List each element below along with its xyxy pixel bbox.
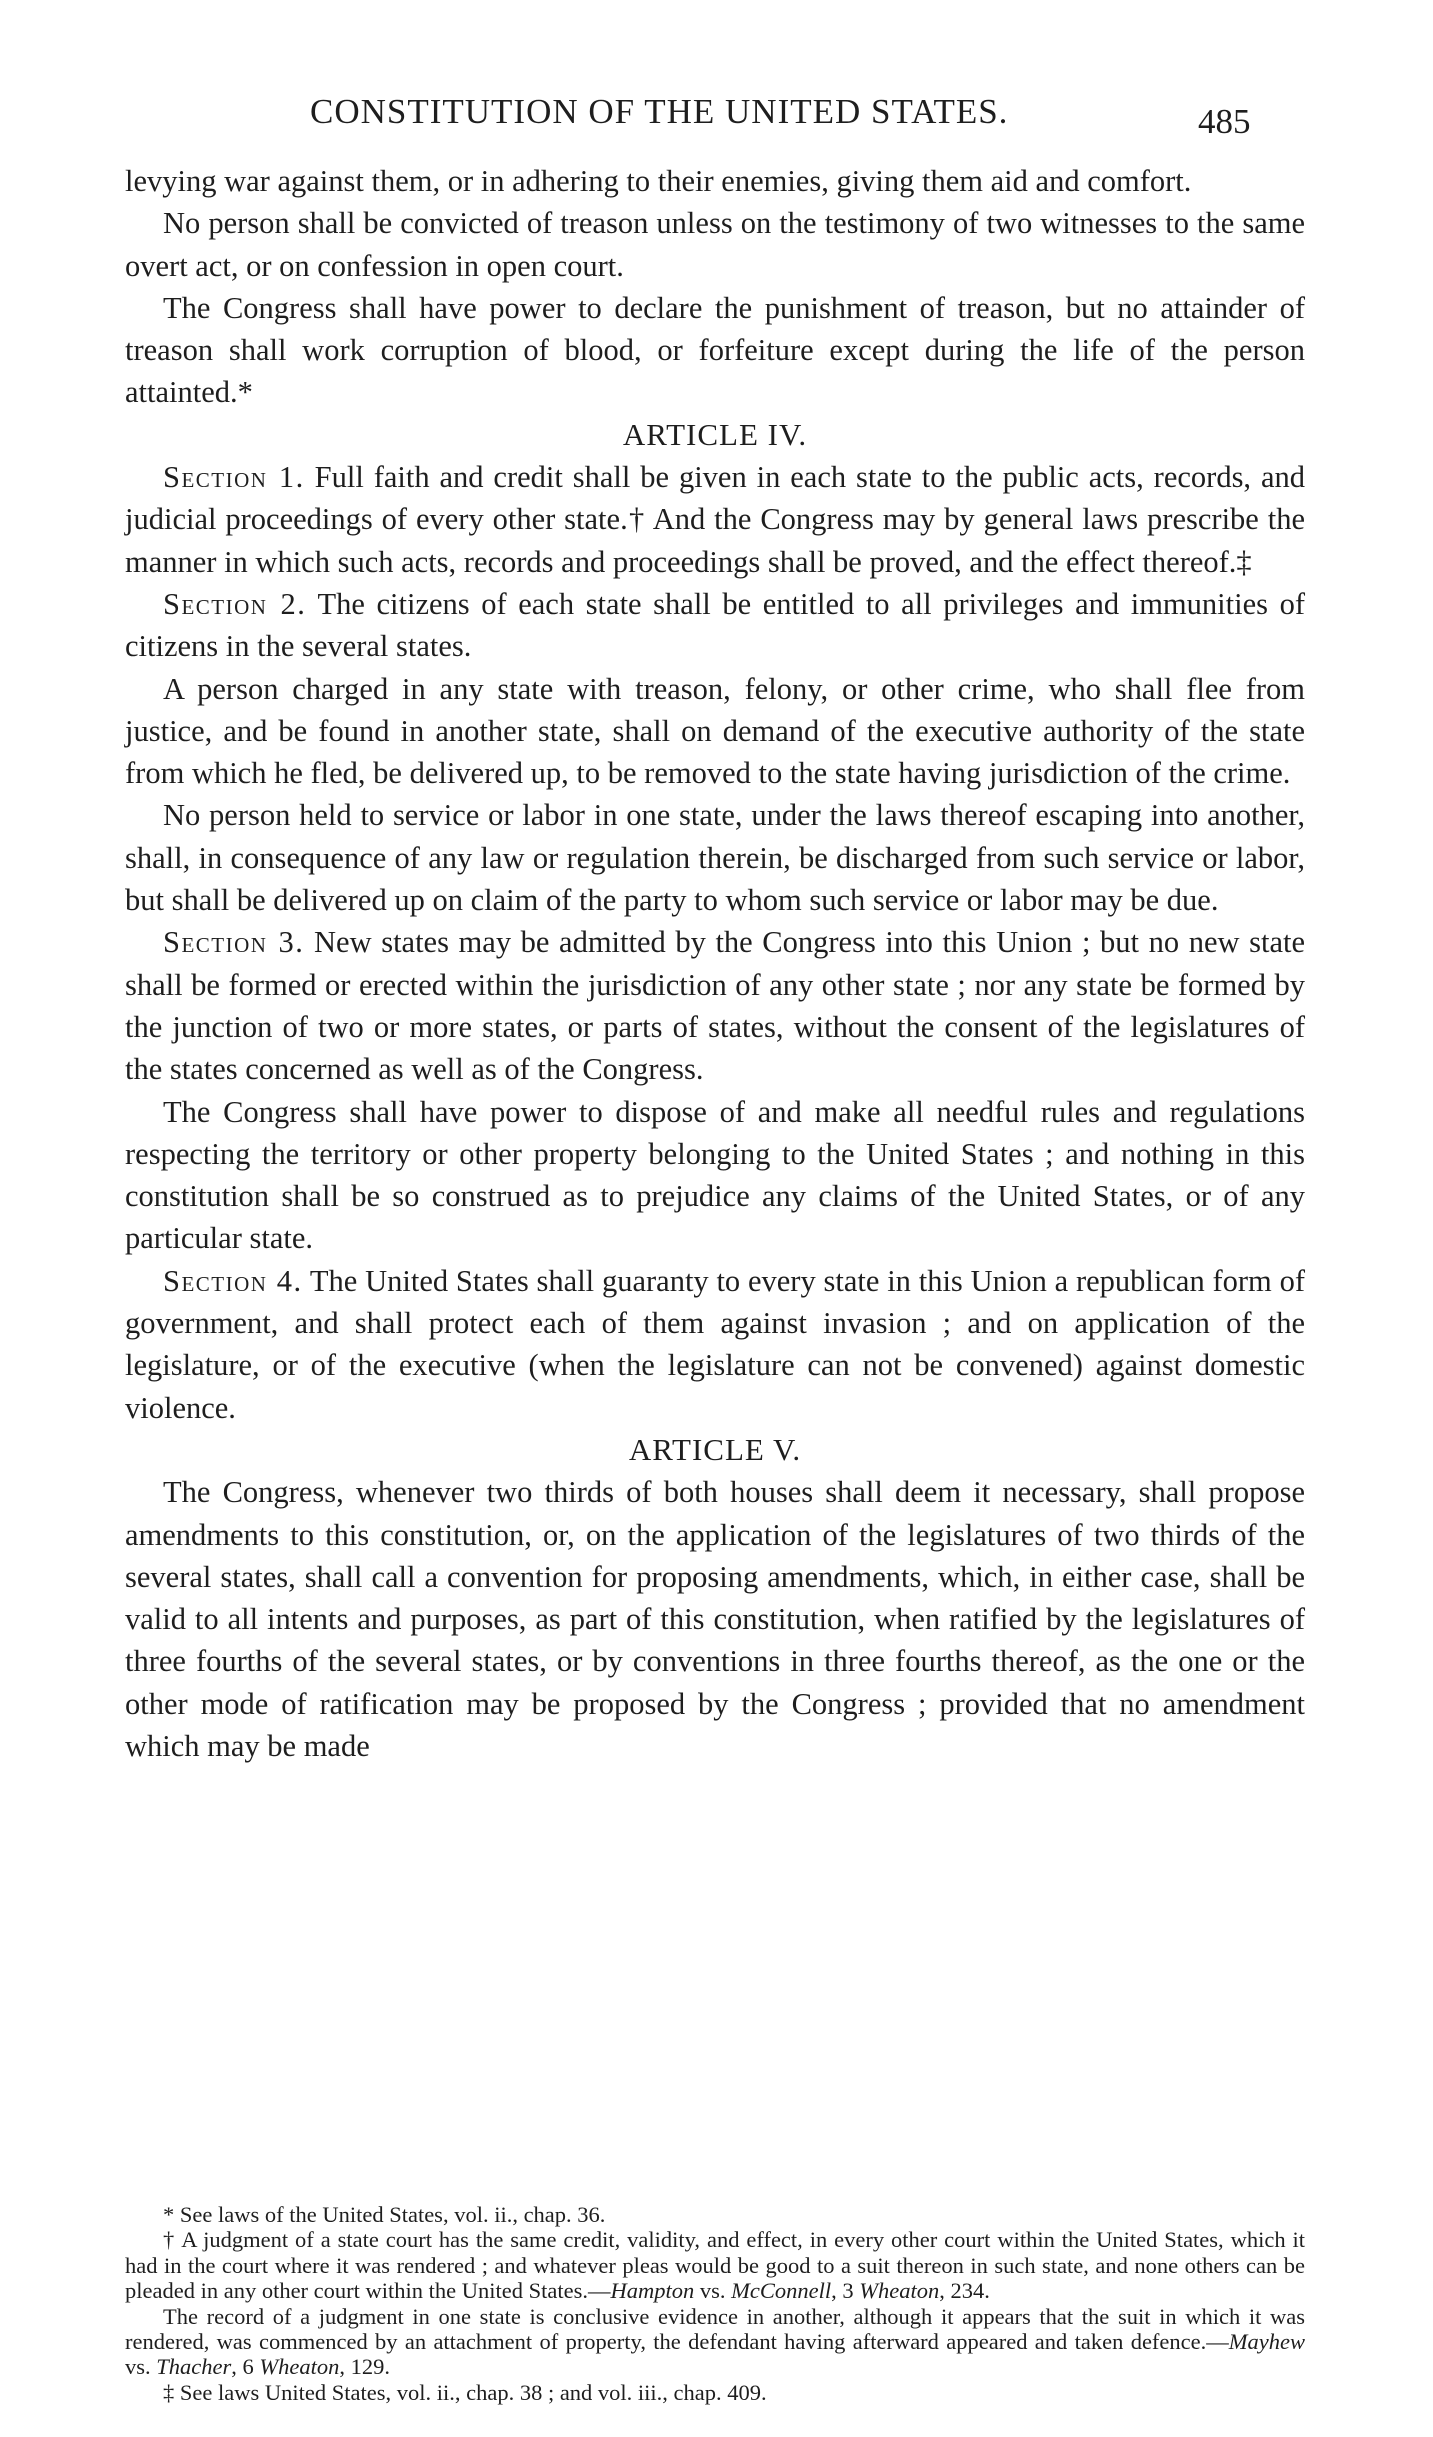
footnotes: [125, 2202, 1305, 2405]
section-3-text: New states may be admitted by the Congress into this Union ; but no new state shall be formed or erected within the jurisdiction of any other state ; nor any state be formed by the junction of two or more states, or parts of states, without the consent of the legislatures of the states concerned as well as of the Congress.: [125, 925, 1305, 1087]
paragraph-article-v: The Congress, whenever two thirds of both houses shall deem it necessary, shall propose amendments to this constitution, or, on the application of the legislatures of two thirds of the several states, shall call a convention for proposing amendments, which, in either case, shall be valid to all intents and purposes, as part of this constitution, when ratified by the legislatures of three fourths of the several states, or by conventions in three fourths thereof, as the one or the other mode of ratification may be proposed by the Congress ; provided that no amendment which may be made: [125, 1475, 1305, 1763]
section-1-label: Section 1.: [163, 460, 305, 495]
article-v-heading: ARTICLE V.: [628, 1431, 802, 1467]
section-3-paragraph: [125, 921, 1305, 1090]
running-title: CONSTITUTION OF THE UNITED STATES.: [310, 92, 1009, 131]
section-1-text: Full faith and credit shall be given in each state to the public acts, records, and judicial proceedings of every other state.† And the Congress may by general laws prescribe the manner in which such acts, records and proceedings shall be proved, and the effect thereof.‡: [125, 460, 1305, 579]
section-4-label: Section 4.: [163, 1263, 303, 1298]
section-1-paragraph: [125, 456, 1305, 583]
footnote-1: * See laws of the United States, vol. ii., chap. 36.: [163, 2202, 606, 2227]
paragraph-treason-conviction: No person shall be convicted of treason unless on the testimony of two witnesses to the same overt act, or on confession in open court.: [125, 206, 1305, 283]
paragraph-treason-punishment: The Congress shall have power to declare the punishment of treason, but no attainder of treason shall work corruption of blood, or forfeiture except during the life of the person attainted.*: [125, 290, 1305, 410]
section-3-label: Section 3.: [163, 925, 305, 960]
footnote-3: ‡ See laws United States, vol. ii., chap. 38 ; and vol. iii., chap. 409.: [163, 2379, 767, 2405]
paragraph-fugitive-service: No person held to service or labor in one state, under the laws thereof escaping into another, shall, in consequence of any law or regulation therein, be discharged from such service or labor, but shall be delivered up on claim of the party to whom such service or labor may be due.: [125, 798, 1305, 918]
paragraph-fugitive-justice: A person charged in any state with treason, felony, or other crime, who shall flee from justice, and be found in another state, shall on demand of the executive authority of the state from which he fled, be delivered up, to be removed to the state having jurisdiction of the crime.: [125, 671, 1305, 791]
section-2-label: Section 2.: [163, 586, 307, 621]
paragraph-territory: The Congress shall have power to dispose of and make all needful rules and regulations respecting the territory or other property belonging to the United States ; and nothing in this constitution shall be so construed as to prejudice any claims of the United States, or of any particular state.: [125, 1094, 1305, 1256]
main-text: [125, 160, 1305, 1767]
footnote-2: † A judgment of a state court has the same credit, validity, and effect, in every other court within the United States, which it had in the court where it was rendered ; and whatever pleas would be good to a suit thereon in such state, and none others can be pleaded in any other court within the United States.—Hampton vs. McConnell, 3 Wheaton, 234.: [125, 2227, 1305, 2304]
section-2-text: The citizens of each state shall be entitled to all privileges and immunities of citizens in the several states.: [125, 586, 1305, 664]
section-4-text: The United States shall guaranty to every state in this Union a republican form of government, and shall protect each of them against invasion ; and on application of the legislature, or of the executive (when the legislature can not be convened) against domestic violence.: [125, 1263, 1305, 1425]
paragraph-levying-war: levying war against them, or in adhering to their enemies, giving them aid and comfort.: [125, 164, 1192, 198]
section-4-paragraph: [125, 1260, 1305, 1429]
page-number: 485: [1198, 102, 1251, 141]
article-iv-heading: ARTICLE IV.: [622, 416, 808, 452]
footnote-2-continued: The record of a judgment in one state is conclusive evidence in another, although it appears that the suit in which it was rendered, was commenced by an attachment of property, the defendant having afterward appeared and taken defence.—Mayhew vs. Thacher, 6 Wheaton, 129.: [125, 2303, 1305, 2380]
section-2-paragraph: [125, 583, 1305, 668]
